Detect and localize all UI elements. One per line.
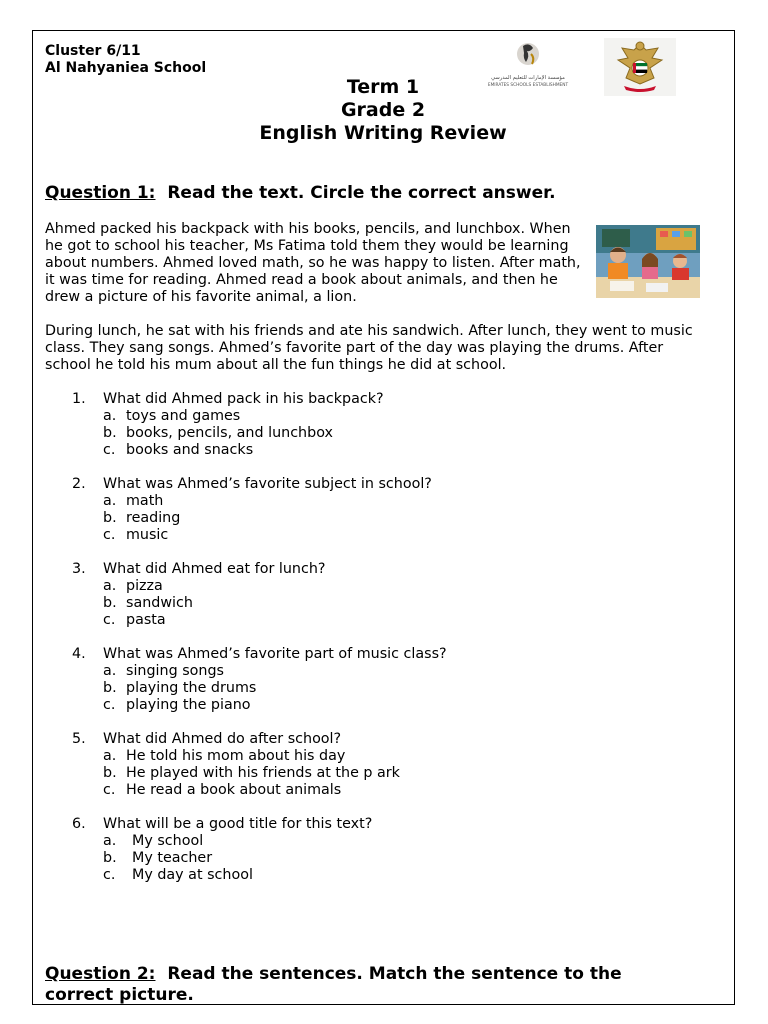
svg-text:EMIRATES SCHOOLS ESTABLISHMENT: EMIRATES SCHOOLS ESTABLISHMENT — [487, 83, 569, 88]
question-number: 3. — [72, 561, 86, 577]
answer-option[interactable]: c. pasta — [103, 612, 166, 628]
question1-instruction: Read the text. Circle the correct answer. — [167, 183, 556, 203]
question-number: 6. — [72, 816, 86, 832]
cluster-label: Cluster 6/11 — [45, 43, 141, 59]
classroom-children-photo — [596, 225, 700, 298]
question-text: What did Ahmed eat for lunch? — [103, 561, 326, 577]
answer-option[interactable]: c. My day at school — [103, 867, 253, 883]
question-item — [72, 646, 672, 714]
story-paragraph-2: During lunch, he sat with his friends and ate his sandwich. After lunch, they went to music class. They sang songs. Ahmed’s favorite part of the day was playing the drums. After school he told his mum about all the fun things he did at school. — [45, 323, 693, 373]
school-info — [45, 43, 206, 77]
question2-instruction: Read the sentences. Match the sentence to the correct picture. — [45, 964, 622, 1005]
question-item — [72, 816, 672, 884]
term-title: Term 1 — [346, 76, 420, 98]
question-item — [72, 391, 672, 459]
uae-emblem-logo — [604, 38, 676, 96]
answer-option[interactable]: c. playing the piano — [103, 697, 251, 713]
story-paragraph-1: Ahmed packed his backpack with his books, pencils, and lunchbox. When he got to school his teacher, Ms Fatima told them they would be learning about numbers. Ahmed loved math, so he was happy to listen. After math, it was time for reading. Ahmed read a book about animals, and then he drew a picture of his favorite animal, a lion. — [45, 221, 581, 305]
question-item — [72, 476, 672, 544]
answer-option[interactable]: a. pizza — [103, 578, 163, 594]
school-name: Al Nahyaniea School — [45, 60, 207, 76]
question-text: What will be a good title for this text? — [103, 816, 373, 832]
grade-title: Grade 2 — [340, 99, 426, 121]
question2-heading — [45, 964, 685, 1006]
question-item — [72, 731, 672, 799]
question-number: 4. — [72, 646, 86, 662]
answer-option[interactable]: a. He told his mom about his day — [103, 748, 346, 764]
answer-option[interactable]: b. He played with his friends at the p ark — [103, 765, 400, 781]
title-block — [200, 76, 566, 145]
question-text: What did Ahmed pack in his backpack? — [103, 391, 384, 407]
question-number: 1. — [72, 391, 86, 407]
answer-option[interactable]: c. music — [103, 527, 169, 543]
question-number: 2. — [72, 476, 86, 492]
answer-option[interactable]: a. singing songs — [103, 663, 224, 679]
answer-option[interactable]: b. playing the drums — [103, 680, 257, 696]
answer-option[interactable]: c. He read a book about animals — [103, 782, 342, 798]
answer-option[interactable]: a. My school — [103, 833, 204, 849]
answer-option[interactable]: a. toys and games — [103, 408, 241, 424]
question-number: 5. — [72, 731, 86, 747]
answer-option[interactable]: b. reading — [103, 510, 181, 526]
question-list — [72, 391, 672, 901]
answer-option[interactable]: b. sandwich — [103, 595, 193, 611]
subject-title: English Writing Review — [259, 122, 507, 144]
question1-label: Question 1: — [45, 183, 156, 203]
answer-option[interactable]: a. math — [103, 493, 164, 509]
question-item — [72, 561, 672, 629]
answer-option[interactable]: b. books, pencils, and lunchbox — [103, 425, 333, 441]
question-text: What was Ahmed’s favorite part of music class? — [103, 646, 447, 662]
question-text: What was Ahmed’s favorite subject in school? — [103, 476, 432, 492]
answer-option[interactable]: c. books and snacks — [103, 442, 254, 458]
svg-text:مؤسسة الإمارات للتعليم المدرسي: مؤسسة الإمارات للتعليم المدرسي — [491, 75, 565, 81]
question1-heading — [45, 183, 556, 203]
question2-label: Question 2: — [45, 964, 156, 984]
answer-option[interactable]: b. My teacher — [103, 850, 213, 866]
question-text: What did Ahmed do after school? — [103, 731, 342, 747]
